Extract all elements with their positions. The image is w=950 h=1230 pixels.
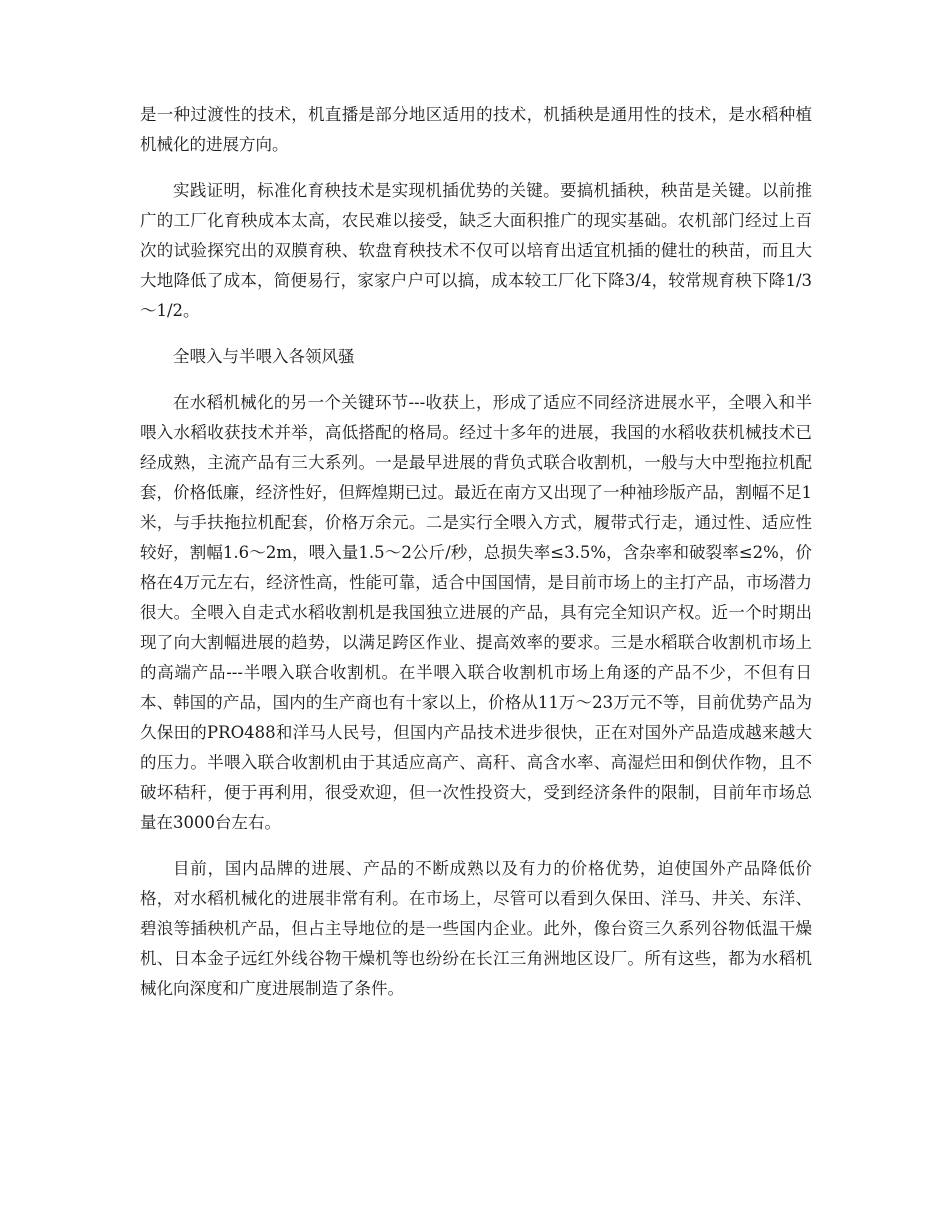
paragraph-seedling-technology: 实践证明，标准化育秧技术是实现机插优势的关键。要搞机插秧，秧苗是关键。以前推广的工厂化育秧成本太高，农民难以接受，缺乏大面积推广的现实基础。农机部门经过上百次的试验探究出的双膜育秧、软盘育秧技术不仅可以培育出适宜机插的健壮的秧苗，而且大大地降低了成本，简便易行，家家户户可以搞，成本较工厂化下降3/4，较常规育秧下降1/3～1/2。 <box>140 181 812 320</box>
paragraph-harvest-technology: 在水稻机械化的另一个关键环节---收获上，形成了适应不同经济进展水平，全喂入和半喂入水稻收获技术并举，高低搭配的格局。经过十多年的进展，我国的水稻收获机械技术已经成熟，主流产品有三大系列。一是最早进展的背负式联合收割机，一般与大中型拖拉机配套，价格低廉，经济性好，但辉煌期已过。最近在南方又出现了一种袖珍版产品，割幅不足1米，与手扶拖拉机配套，价格万余元。二是实行全喂入方式，履带式行走，通过性、适应性较好，割幅1.6～2m，喂入量1.5～2公斤/秒，总损失率≤3.5%，含杂率和破裂率≤2%，价格在4万元左右，经济性高，性能可靠，适合中国国情，是目前市场上的主打产品，市场潜力很大。全喂入自走式水稻收割机是我国独立进展的产品，具有完全知识产权。近一个时期出现了向大割幅进展的趋势，以满足跨区作业、提高效率的要求。三是水稻联合收割机市场上的高端产品---半喂入联合收割机。在半喂入联合收割机市场上角逐的产品不少，不但有日本、韩国的产品，国内的生产商也有十家以上，价格从11万～23万元不等，目前优势产品为久保田的PRO488和洋马人民号，但国内产品技术进步很快，正在对国外产品造成越来越大的压力。半喂入联合收割机由于其适应高产、高秆、高含水率、高湿烂田和倒伏作物，且不破坏秸秆，便于再利用，很受欢迎，但一次性投资大，受到经济条件的限制，目前年市场总量在3000台左右。 <box>140 393 812 832</box>
paragraph-market-status: 目前，国内品牌的进展、产品的不断成熟以及有力的价格优势，迫使国外产品降低价格，对水稻机械化的进展非常有利。在市场上，尽管可以看到久保田、洋马、井关、东洋、碧浪等插秧机产品，但占主导地位的是一些国内企业。此外，像台资三久系列谷物低温干燥机、日本金子远红外线谷物干燥机等也纷纷在长江三角洲地区设厂。所有这些，都为水稻机械化向深度和广度进展制造了条件。 <box>140 859 812 998</box>
document-page <box>140 100 812 1020</box>
section-heading: 全喂入与半喂入各领风骚 <box>173 347 355 366</box>
paragraph-transition-technology: 是一种过渡性的技术，机直播是部分地区适用的技术，机插秧是通用性的技术，是水稻种植机械化的进展方向。 <box>140 105 812 154</box>
